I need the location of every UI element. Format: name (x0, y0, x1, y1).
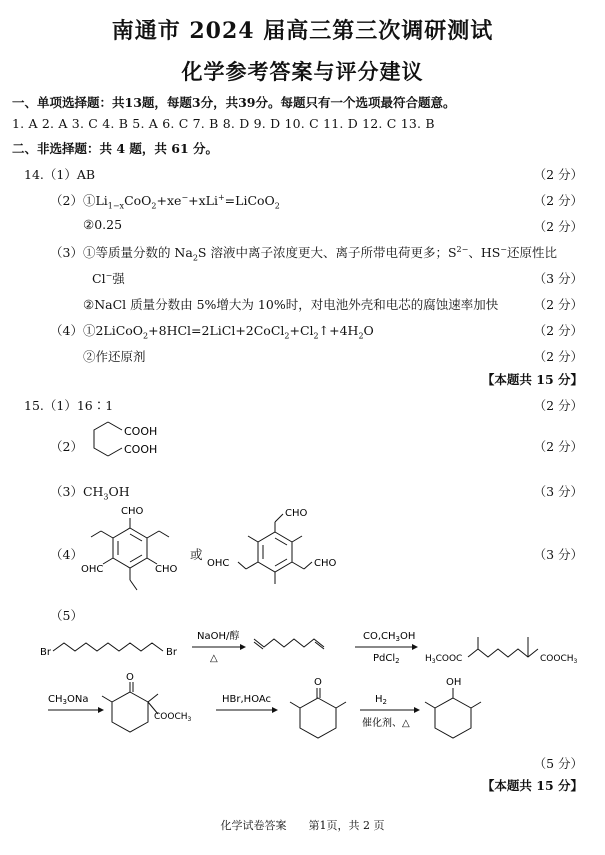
section1-heading: 一、单项选择题：共13题，每题3分，共39分。每题只有一个选项最符合题意。 (12, 95, 456, 110)
br-label-right: Br (166, 647, 177, 658)
cooch3-label-1: $COOCH_3$ (540, 654, 578, 665)
ohc-label-left-b: OHC (207, 558, 230, 569)
ketone-o-2: O (314, 677, 322, 688)
reagent-pdcl2: PdCl$_2$ (373, 653, 400, 665)
cooch3-label-2: $COOCH_3$ (154, 712, 192, 723)
q15-total: 【本题共 15 分】 (481, 778, 583, 793)
ohc-label-left: OHC (81, 564, 104, 575)
q14-p3b: ②NaCl 质量分数由 5%增大为 10%时，对电池外壳和电芯的腐蚀速率加快 (83, 297, 499, 312)
reagent-co: $CO,CH_3OH$ (363, 631, 416, 643)
br-label-left: Br (40, 647, 51, 658)
q15-p1-score: （2 分） (533, 398, 583, 413)
q14-p3b-score: （2 分） (533, 297, 583, 312)
q15-p3: $(3)CH_3OH$ (50, 484, 130, 502)
reagent-catalyst: 催化剂、△ (362, 718, 410, 729)
q14-total: 【本题共 15 分】 (481, 372, 583, 387)
q15-p5-score: （5 分） (533, 756, 583, 771)
synthesis-row-1 (40, 625, 600, 675)
reagent-h2: $H_2$ (375, 694, 387, 706)
page-subtitle: 化学参考答案与评分建议 (181, 59, 424, 84)
cho-label-right: CHO (155, 564, 178, 575)
q14-p3-line1: （3）①等质量分数的 $Na_2S$ 溶液中离子浓度更大、离子所带电荷更多；$S^{2-}$、HS−还原性比 (50, 244, 558, 263)
q14-p3-score: （3 分） (533, 271, 583, 286)
cho-label-top-b: CHO (285, 508, 308, 519)
q14-p1-score: （2 分） (533, 167, 583, 182)
q15-p4-score: （3 分） (533, 547, 583, 562)
q14-p2-equation: $(2)①Li_{1-x}CoO_2+xe^-+xLi^+=LiCoO_2$ (50, 192, 280, 211)
q14-p2b-score: （2 分） (533, 219, 583, 234)
q14-p4-score: （2 分） (533, 323, 583, 338)
alcohol-oh: OH (446, 677, 462, 688)
reagent-ch3ona: $CH_3ONa$ (48, 694, 89, 706)
structure-4a (75, 500, 185, 600)
reagent-heat-1: △ (210, 653, 218, 664)
h3cooc-label: $H_3COOC$ (425, 654, 463, 665)
q15-p4-label: （4） (50, 547, 83, 562)
q14-p2-score: （2 分） (533, 193, 583, 208)
cooh-label-bottom: COOH (124, 443, 158, 456)
page-footer: 化学试卷答案 第1页，共 2 页 (220, 819, 385, 832)
q14-p2b: ②0.25 (83, 217, 123, 232)
structure-4b (205, 500, 345, 600)
q15-p5-label: （5） (50, 608, 83, 623)
section2-heading: 二、非选择题：共 4 题，共 61 分。 (12, 141, 219, 156)
mc-answers: 1. A 2. A 3. C 4. B 5. A 6. C 7. B 8. D 9. D 10. C 11. D 12. C 13. B (12, 116, 435, 131)
q14-p1: 14.（1）AB (24, 167, 96, 182)
adipic-acid-structure (80, 418, 170, 468)
cho-label-top: CHO (121, 506, 144, 517)
cooh-label-top: COOH (124, 425, 158, 438)
cho-label-right-b: CHO (314, 558, 337, 569)
q15-p2-score: （2 分） (533, 439, 583, 454)
q14-p4b-score: （2 分） (533, 349, 583, 364)
reagent-hbr: HBr,HOAc (222, 694, 272, 705)
q15-p3-score: （3 分） (533, 484, 583, 499)
q15-p1: 15.（1）16∶1 (24, 398, 114, 413)
q14-p4-equation: $(4)①2LiCoO_2+8HCl=2LiCl+2CoCl_2+Cl_2↑+4H_2O$ (50, 323, 374, 341)
ketone-o-1: O (126, 672, 134, 683)
q14-p3-line2: Cl−强 (92, 270, 125, 286)
q14-p4b: ②作还原剂 (83, 349, 146, 364)
page-title: 南通市 2024 届高三第三次调研测试 (111, 18, 494, 44)
or-text: 或 (190, 547, 203, 562)
q15-p2-label: （2） (50, 439, 83, 454)
synthesis-row-2 (40, 672, 600, 767)
reagent-naoh: NaOH/醇 (197, 631, 240, 642)
